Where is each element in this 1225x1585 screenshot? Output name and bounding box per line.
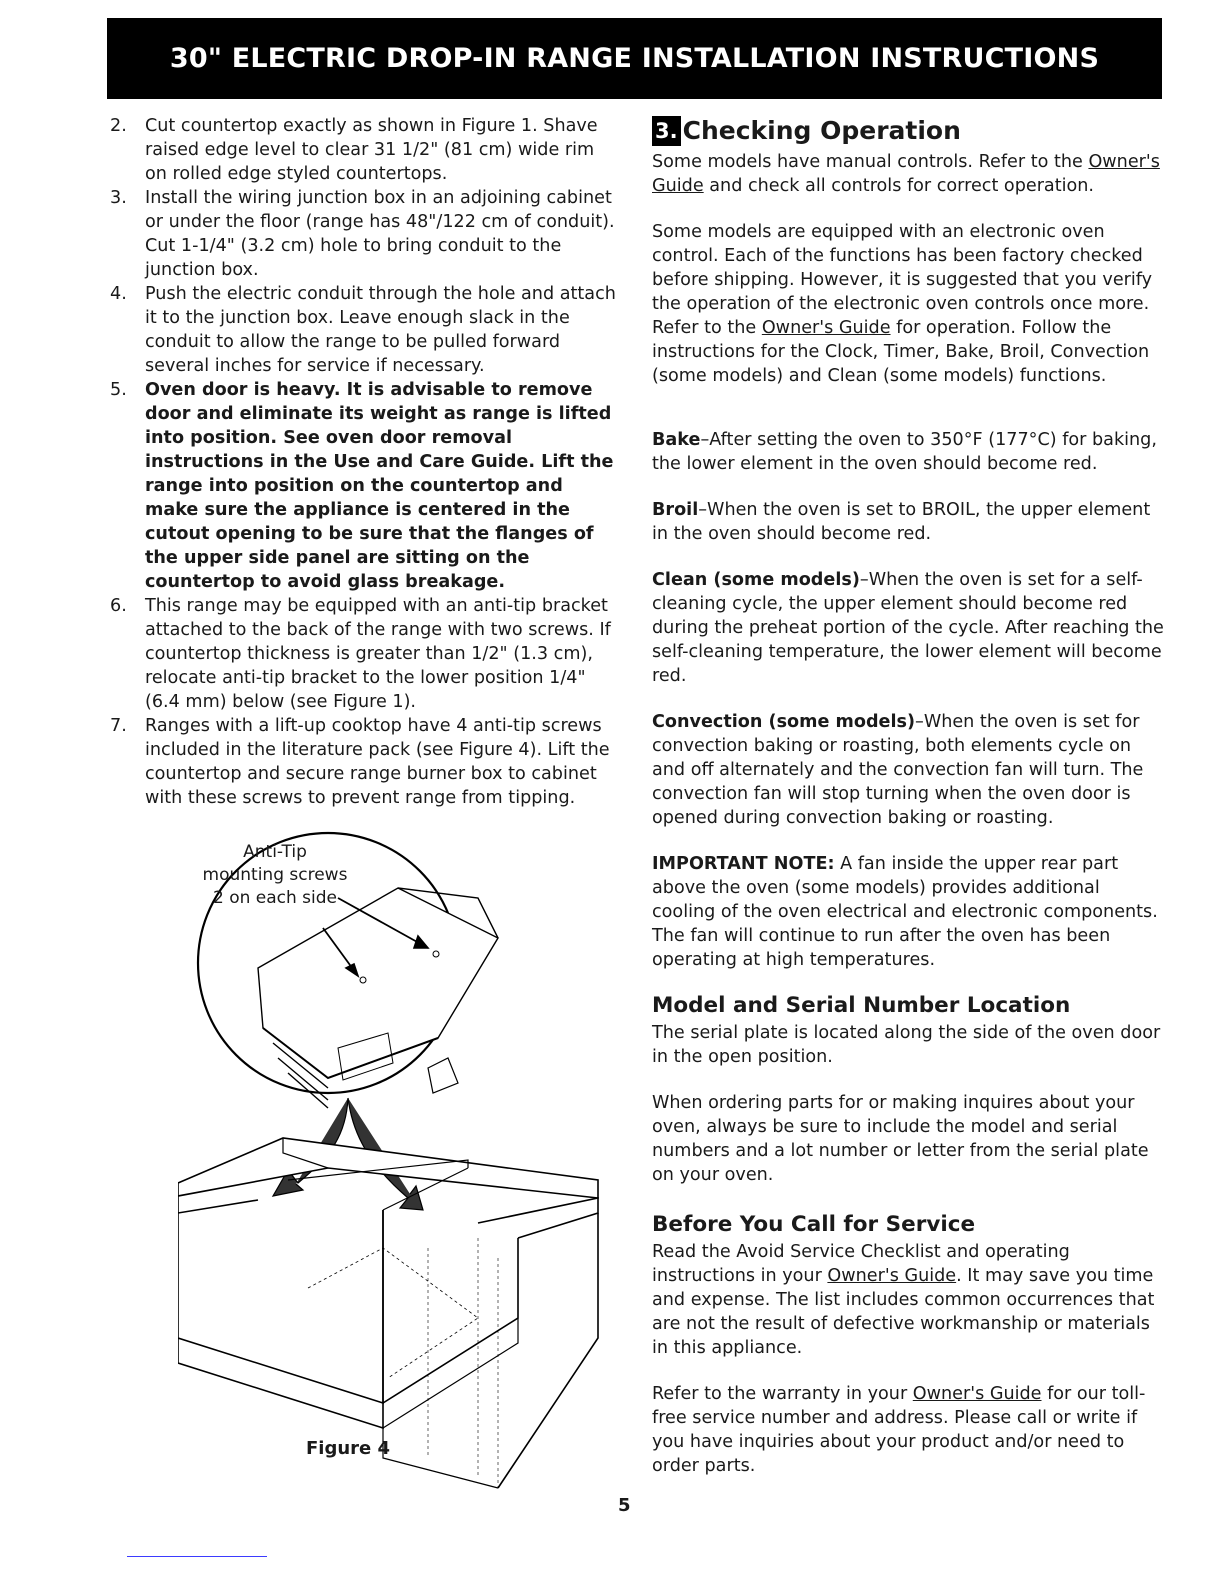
text: for operation. Follow the instructions for the Clock, Timer, Bake, Broil, Convection (some models) and Clean (some models) functions. bbox=[652, 318, 1150, 386]
text: Some models have manual controls. Refer to the bbox=[652, 152, 1089, 172]
text: and check all controls for correct operation. bbox=[703, 176, 1094, 196]
paragraph: The serial plate is located along the side of the oven door in the open position. bbox=[652, 1023, 1161, 1067]
text: Read the Avoid Service Checklist and operating instructions in your bbox=[652, 1242, 1070, 1286]
figure-4-illustration bbox=[178, 818, 608, 1508]
clean-paragraph bbox=[652, 568, 1164, 688]
countertop bbox=[178, 1138, 598, 1198]
list-item bbox=[110, 378, 618, 594]
page-title: 30" ELECTRIC DROP-IN RANGE INSTALLATION INSTRUCTIONS bbox=[169, 43, 1100, 74]
paragraph bbox=[652, 1240, 1164, 1360]
subsection-title: Before You Call for Service bbox=[652, 1212, 976, 1237]
step-text-warning: Oven door is heavy. It is advisable to remove door and eliminate its weight as range is lifted into position. See oven door removal instructions in the Use and Care Guide. Lift the range into position on the countertop and make sure the appliance is centered in the cutout opening to be sure that the flanges of the upper side panel are sitting on the countertop to avoid glass breakage. bbox=[145, 380, 614, 592]
owners-guide-reference: Owner's Guide bbox=[761, 318, 891, 338]
broil-label: Broil bbox=[652, 500, 699, 520]
paragraph bbox=[652, 150, 1164, 198]
callout-line: Anti-Tip bbox=[243, 842, 307, 862]
right-column bbox=[652, 114, 1164, 1478]
callout-line: 2 on each side bbox=[212, 888, 338, 908]
list-item bbox=[110, 714, 618, 810]
list-item bbox=[110, 114, 618, 186]
text: –When the oven is set for convection baking or roasting, both elements cycle on and off alternately and the convection fan will turn. The convection fan will stop turning when the oven door is opened during convection baking or roasting. bbox=[652, 712, 1144, 828]
text: Some models are equipped with an electronic oven control. Each of the functions has been factory checked before shipping. However, it is suggested that you verify the operation of the electronic oven controls once more. Refer to the bbox=[652, 222, 1153, 338]
bake-paragraph bbox=[652, 428, 1164, 476]
step-text: Ranges with a lift-up cooktop have 4 anti-tip screws included in the literature pack (see Figure 4). Lift the countertop and secure range burner box to cabinet with these screws to prevent range from tipping. bbox=[145, 716, 610, 808]
paragraph: When ordering parts for or making inquires about your oven, always be sure to include the model and serial numbers and a lot number or letter from the serial plate on your oven. bbox=[652, 1093, 1149, 1185]
cabinet-left bbox=[178, 1210, 383, 1403]
text: –After setting the oven to 350°F (177°C) for baking, the lower element in the oven should become red. bbox=[652, 430, 1157, 474]
list-item bbox=[110, 186, 618, 282]
range-cooktop-detail bbox=[258, 888, 498, 1078]
section-number-badge: 3. bbox=[652, 116, 681, 146]
page-number: 5 bbox=[618, 1495, 631, 1516]
note-label: IMPORTANT NOTE: bbox=[652, 854, 835, 874]
owners-guide-reference: Owner's Guide bbox=[912, 1384, 1042, 1404]
page-title-banner bbox=[107, 18, 1162, 99]
owners-guide-reference: Owner's Guide bbox=[652, 152, 1160, 196]
step-text: This range may be equipped with an anti-tip bracket attached to the back of the range with two screws. If countertop thickness is greater than 1/2" (1.3 cm), relocate anti-tip bracket to the lower position 1/4" (6.4 mm) below (see Figure 1). bbox=[145, 596, 611, 712]
paragraph bbox=[652, 220, 1164, 388]
text: Refer to the warranty in your bbox=[652, 1384, 913, 1404]
convection-paragraph bbox=[652, 710, 1164, 830]
step-number: 4. bbox=[110, 284, 127, 304]
installation-steps bbox=[110, 114, 618, 810]
callout-line: mounting screws bbox=[202, 865, 348, 885]
convection-label: Convection (some models) bbox=[652, 712, 916, 732]
step-number: 2. bbox=[110, 116, 127, 136]
list-item bbox=[110, 282, 618, 378]
text: A fan inside the upper rear part above the oven (some models) provides additional cooling of the oven electrical and electronic components. The fan will continue to run after the oven has been operating at high temperatures. bbox=[652, 854, 1158, 970]
figure-callout bbox=[195, 841, 355, 910]
text: . It may save you time and expense. The list includes common occurrences that are not the result of defective workmanship or materials in this appliance. bbox=[652, 1266, 1155, 1358]
bake-label: Bake bbox=[652, 430, 701, 450]
text: –When the oven is set to BROIL, the upper element in the oven should become red. bbox=[652, 500, 1151, 544]
owners-guide-reference: Owner's Guide bbox=[827, 1266, 957, 1286]
list-item bbox=[110, 594, 618, 714]
broil-paragraph bbox=[652, 498, 1164, 546]
clean-label: Clean (some models) bbox=[652, 570, 860, 590]
steps-list bbox=[110, 114, 618, 810]
text: –When the oven is set for a self-cleaning cycle, the upper element should become red during the preheat portion of the cycle. After reaching the self-cleaning temperature, the lower element will become red. bbox=[652, 570, 1164, 686]
step-text: Cut countertop exactly as shown in Figure 1. Shave raised edge level to clear 31 1/2" (81 cm) wide rim on rolled edge styled countertops. bbox=[145, 116, 598, 184]
footer-divider bbox=[127, 1556, 267, 1557]
text: for our toll-free service number and address. Please call or write if you have inquiries about your product and/or need to order parts. bbox=[652, 1384, 1146, 1476]
subsection-title: Model and Serial Number Location bbox=[652, 993, 1071, 1018]
step-number: 6. bbox=[110, 596, 127, 616]
step-number: 5. bbox=[110, 380, 127, 400]
step-number: 3. bbox=[110, 188, 127, 208]
step-text: Push the electric conduit through the hole and attach it to the junction box. Leave enough slack in the conduit to allow the range to be pulled forward several inches for service if necessary. bbox=[145, 284, 616, 376]
section-heading bbox=[652, 114, 1164, 148]
paragraph bbox=[652, 1382, 1164, 1478]
figure-label: Figure 4 bbox=[306, 1438, 391, 1459]
section-title: Checking Operation bbox=[682, 116, 961, 145]
important-note bbox=[652, 852, 1164, 972]
step-text: Install the wiring junction box in an adjoining cabinet or under the floor (range has 48"/122 cm of conduit). Cut 1-1/4" (3.2 cm) hole to bring conduit to the junction box. bbox=[145, 188, 615, 280]
step-number: 7. bbox=[110, 716, 127, 736]
